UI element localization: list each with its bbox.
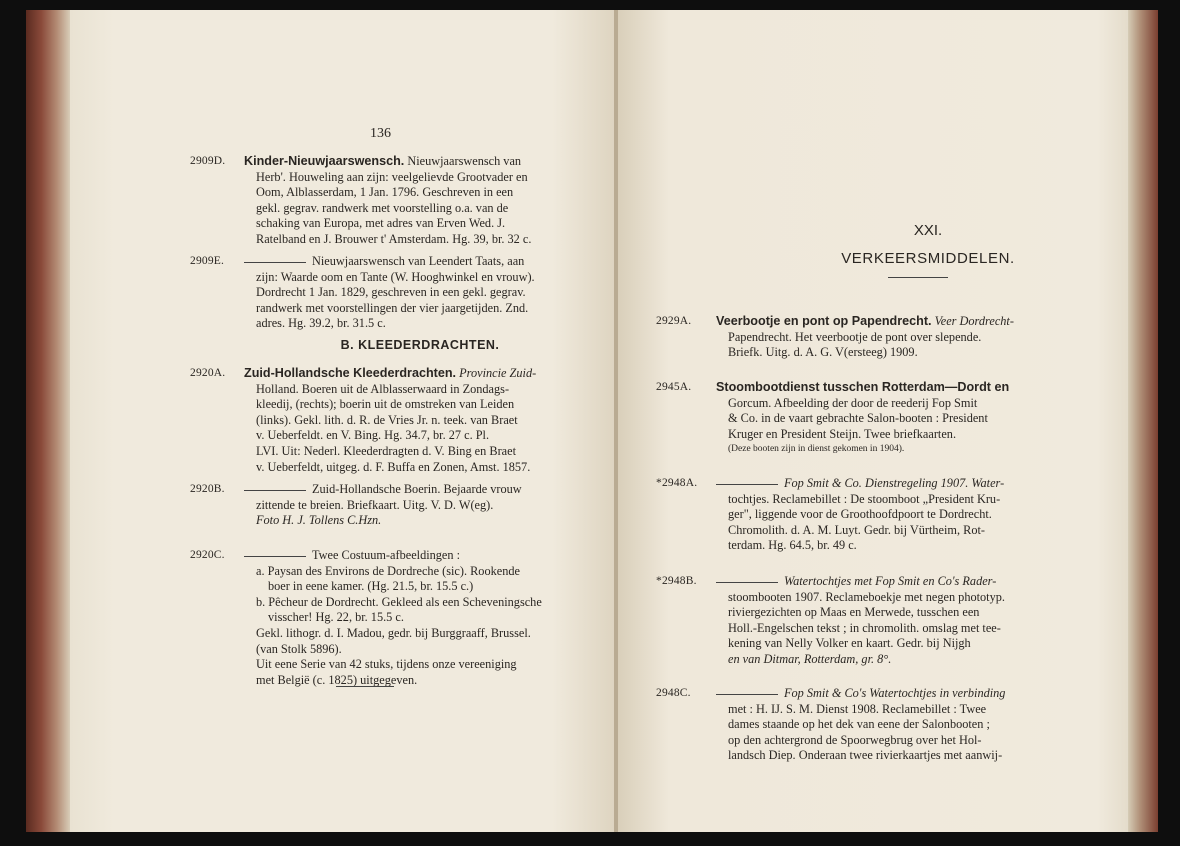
entry-number: 2929A. bbox=[656, 315, 692, 327]
ditto-rule bbox=[244, 490, 306, 491]
entry-title: Kinder-Nieuwjaarswensch. bbox=[244, 154, 405, 168]
ditto-rule bbox=[716, 694, 778, 695]
entry-title: Veerbootje en pont op Papendrecht. bbox=[716, 314, 932, 328]
catalog-entry: 2945A. Stoombootdienst tusschen Rotterdam—Dordt en Gorcum. Afbeelding der door de reederij Fop Smit & Co. in de vaart gebrachte Salon-booten : President Kruger en President Steijn. Twee briefkaarten. (Deze booten zijn in dienst gekomen in 1904). bbox=[716, 380, 1112, 458]
entry-title: Zuid-Hollandsche Kleederdrachten. bbox=[244, 366, 457, 380]
right-book-edge bbox=[1128, 10, 1158, 832]
entry-number: 2909D. bbox=[190, 155, 226, 167]
end-rule bbox=[336, 686, 394, 687]
entry-title: Stoombootdienst tusschen Rotterdam—Dordt en bbox=[716, 380, 1010, 394]
ditto-rule bbox=[716, 582, 778, 583]
catalog-entry: 2929A. Veerbootje en pont op Papendrecht. Veer Dordrecht- Papendrecht. Het veerbootje de pont over slepende. Briefk. Uitg. d. A. G. V(ersteeg) 1909. bbox=[656, 314, 1014, 360]
catalog-entry: 2920C. Twee Costuum-afbeeldingen : a. Paysan des Environs de Dordreche (sic). Rookende boer in eene kamer. (Hg. 21.5, br. 15.5 c.) b. Pêcheur de Dordrecht. Gekleed als een Scheveningsche visscher! Hg. 22, br. 15.5 c. Gekl. lithogr. d. I. Madou, gedr. bij Burggraaff, Brussel. (van Stolk 5896). Uit eene Serie van 42 stuks, tijdens onze vereeniging met België (c. 1825) uitgegeven. bbox=[190, 548, 542, 687]
catalog-entry: 2909E. Nieuwjaarswensch van Leendert Taats, aan zijn: Waarde oom en Tante (W. Hooghwinkel en vrouw). Dordrecht 1 Jan. 1829, geschreven in een gekl. gegrav. randwerk met voorstellingen der vier jaargetijden. Znd. adres. Hg. 39.2, br. 31.5 c. bbox=[190, 254, 535, 331]
entry-number: 2920A. bbox=[190, 367, 226, 379]
entry-number: 2920C. bbox=[190, 549, 225, 561]
chapter-title: VERKEERSMIDDELEN. bbox=[841, 250, 1015, 267]
section-heading: B. KLEEDERDRACHTEN. bbox=[340, 338, 500, 352]
catalog-entry: *2948A. Fop Smit & Co. Dienstregeling 1907. Water- tochtjes. Reclamebillet : De stoomboot „President Kru- ger", liggende voor de Groothoofdpoort te Dordrecht. Chromolith. d. A. M. Luyt. Gedr. bij Vürtheim, Rot- terdam. Hg. 64.5, br. 49 c. bbox=[656, 476, 1005, 553]
ditto-rule bbox=[716, 484, 778, 485]
entry-number: *2948A. bbox=[656, 477, 698, 489]
ditto-rule bbox=[244, 262, 306, 263]
catalog-entry: 2920A. Zuid-Hollandsche Kleederdrachten. Provincie Zuid- Holland. Boeren uit de Alblasserwaard in Zondags- kleedij, (rechts); boerin uit de omstreken van Leiden (links). Gekl. lith. d. R. de Vries Jr. n. teek. van Braet v. Ueberfeldt. en V. Bing. Hg. 34.7, br. 27 c. Pl. LVI. Uit: Nederl. Kleederdragten d. V. Bing en Braet v. Ueberfeldt, uitgeg. d. F. Buffa en Zonen, Amst. 1857. bbox=[190, 366, 537, 474]
entry-number: 2948C. bbox=[656, 687, 691, 699]
chapter-number: XXI. bbox=[913, 222, 943, 239]
entry-number: 2945A. bbox=[656, 381, 692, 393]
entry-number: 2920B. bbox=[190, 483, 225, 495]
catalog-entry: *2948B. Watertochtjes met Fop Smit en Co's Rader- stoombooten 1907. Reclameboekje met negen phototyp. riviergezichten op Maas en Merwede, tusschen een Holl.-Engelschen tekst ; in chromolith. omslag met tee- kening van Nelly Volker en kaart. Gedr. bij Nijgh en van Ditmar, Rotterdam, gr. 8°. bbox=[656, 574, 1005, 666]
open-book bbox=[26, 10, 1158, 832]
entry-number: *2948B. bbox=[656, 575, 697, 587]
footnote: (Deze booten zijn in dienst gekomen in 1904). bbox=[728, 444, 905, 455]
page-number: 136 bbox=[370, 126, 391, 141]
ditto-rule bbox=[244, 556, 306, 557]
left-book-edge bbox=[26, 10, 70, 832]
title-rule bbox=[888, 277, 948, 278]
catalog-entry: 2948C. Fop Smit & Co's Watertochtjes in verbinding met : H. IJ. S. M. Dienst 1908. Reclamebillet : Twee dames staande op het dek van eene der Salonbooten ; op den achtergrond de Spoorwegbrug over het Hol- landsch Diep. Onderaan twee rivierkaartjes met aanwij- bbox=[656, 686, 1006, 763]
entry-number: 2909E. bbox=[190, 255, 225, 267]
right-page bbox=[618, 10, 1128, 832]
catalog-entry: 2909D. Kinder-Nieuwjaarswensch. Nieuwjaarswensch van Herb'. Houweling aan zijn: veelgelievde Grootvader en Oom, Alblasserdam, 1 Jan. 1796. Geschreven in een gekl. gegrav. randwerk met voorstelling o.a. van de schaking van Europa, met adres van Erven Wed. J. Ratelband en J. Brouwer t' Amsterdam. Hg. 39, br. 32 c. bbox=[190, 154, 532, 246]
catalog-entry: 2920B. Zuid-Hollandsche Boerin. Bejaarde vrouw zittende te breien. Briefkaart. Uitg. V. D. W(eg). Foto H. J. Tollens C.Hzn. bbox=[190, 482, 522, 528]
left-page bbox=[70, 10, 618, 832]
